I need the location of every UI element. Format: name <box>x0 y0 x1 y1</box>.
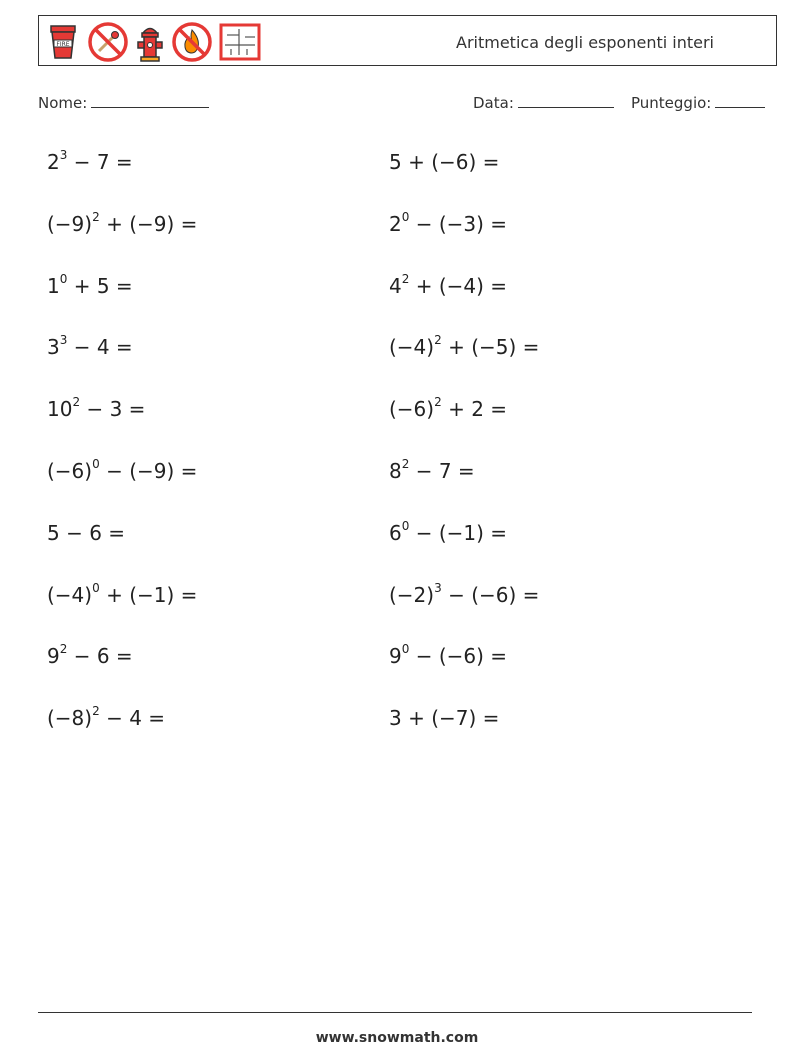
problem-item <box>389 459 475 483</box>
name-blank[interactable] <box>91 93 209 108</box>
header-box <box>38 15 777 66</box>
no-matches-icon <box>87 21 129 63</box>
name-field <box>38 93 209 112</box>
problem-base: (−4) <box>389 335 435 359</box>
problem-base: (−8) <box>47 706 93 730</box>
problem-exponent: 2 <box>401 457 410 472</box>
problem-rest: + 5 = <box>67 274 133 298</box>
problem-exponent: 0 <box>401 642 410 657</box>
problem-exponent: 2 <box>92 210 100 225</box>
problem-rest: + (−1) = <box>99 583 198 607</box>
problem-rest: − 4 = <box>99 706 166 730</box>
problem-item <box>389 150 499 174</box>
no-fire-icon <box>171 21 213 63</box>
problem-base: 8 <box>389 459 402 483</box>
problem-base: (−6) <box>389 397 435 421</box>
problem-item <box>47 397 145 421</box>
problem-item <box>47 274 133 298</box>
problem-rest: − 7 = <box>409 459 475 483</box>
problem-rest: − (−1) = <box>409 521 508 545</box>
problem-item <box>47 583 197 607</box>
problem-item <box>47 335 133 359</box>
problem-exponent: 0 <box>92 581 100 596</box>
problem-base: 10 <box>47 397 73 421</box>
problem-rest: − 3 = <box>80 397 146 421</box>
problem-item <box>47 212 197 236</box>
footer-url: www.snowmath.com <box>315 1030 479 1046</box>
problem-rest: − 4 = <box>67 335 133 359</box>
date-field <box>473 93 614 112</box>
problem-item <box>389 521 507 545</box>
name-label: Nome: <box>38 94 88 112</box>
problem-rest: − (−9) = <box>99 459 198 483</box>
problem-exponent: 3 <box>59 148 68 163</box>
problem-item <box>47 459 197 483</box>
problem-base: 5 + (−6) = <box>389 150 500 174</box>
problem-base: 5 − 6 = <box>47 521 126 545</box>
problem-rest: + (−5) = <box>441 335 540 359</box>
problem-base: (−4) <box>47 583 93 607</box>
problem-base: 3 <box>47 335 60 359</box>
problem-exponent: 0 <box>401 210 410 225</box>
problem-base: 9 <box>47 644 60 668</box>
date-blank[interactable] <box>518 93 614 108</box>
fire-bucket-icon <box>45 22 81 62</box>
problem-exponent: 3 <box>434 581 442 596</box>
fire-exit-plan-icon <box>219 23 261 61</box>
problem-base: 4 <box>389 274 402 298</box>
problem-rest: − (−6) = <box>441 583 540 607</box>
problem-item <box>389 644 507 668</box>
problem-base: 2 <box>47 150 60 174</box>
problem-base: 3 + (−7) = <box>389 706 500 730</box>
problem-exponent: 2 <box>434 333 442 348</box>
score-blank[interactable] <box>715 93 765 108</box>
problem-base: (−2) <box>389 583 435 607</box>
icon-strip <box>45 21 261 63</box>
problem-base: 9 <box>389 644 402 668</box>
problem-rest: + (−9) = <box>99 212 198 236</box>
problem-item <box>47 706 165 730</box>
problem-rest: + 2 = <box>441 397 508 421</box>
problem-rest: + (−4) = <box>409 274 508 298</box>
problem-item <box>47 150 133 174</box>
problem-item <box>389 212 507 236</box>
problem-rest: − (−6) = <box>409 644 508 668</box>
score-label: Punteggio: <box>631 94 712 112</box>
problem-rest: − 6 = <box>67 644 133 668</box>
problem-exponent: 0 <box>59 272 68 287</box>
problem-exponent: 0 <box>401 519 410 534</box>
problem-item <box>47 521 125 545</box>
problem-item <box>47 644 133 668</box>
footer-divider <box>38 1012 752 1013</box>
problem-exponent: 2 <box>401 272 410 287</box>
problem-rest: − (−3) = <box>409 212 508 236</box>
date-label: Data: <box>473 94 514 112</box>
score-field <box>631 93 765 112</box>
problem-base: 2 <box>389 212 402 236</box>
problem-base: 1 <box>47 274 60 298</box>
problem-base: (−6) <box>47 459 93 483</box>
problem-item <box>389 335 539 359</box>
problem-base: 6 <box>389 521 402 545</box>
problem-exponent: 2 <box>434 395 442 410</box>
problem-exponent: 0 <box>92 457 100 472</box>
problem-exponent: 3 <box>59 333 68 348</box>
problem-item <box>389 274 507 298</box>
problem-item <box>389 583 539 607</box>
worksheet-title: Aritmetica degli esponenti interi <box>456 33 714 52</box>
problem-base: (−9) <box>47 212 93 236</box>
problem-item <box>389 706 499 730</box>
svg-text:FIRE: FIRE <box>56 41 70 48</box>
fire-hydrant-icon <box>135 21 165 63</box>
problem-item <box>389 397 507 421</box>
problem-exponent: 2 <box>72 395 81 410</box>
problem-exponent: 2 <box>59 642 68 657</box>
problem-rest: − 7 = <box>67 150 133 174</box>
problem-exponent: 2 <box>92 704 100 719</box>
